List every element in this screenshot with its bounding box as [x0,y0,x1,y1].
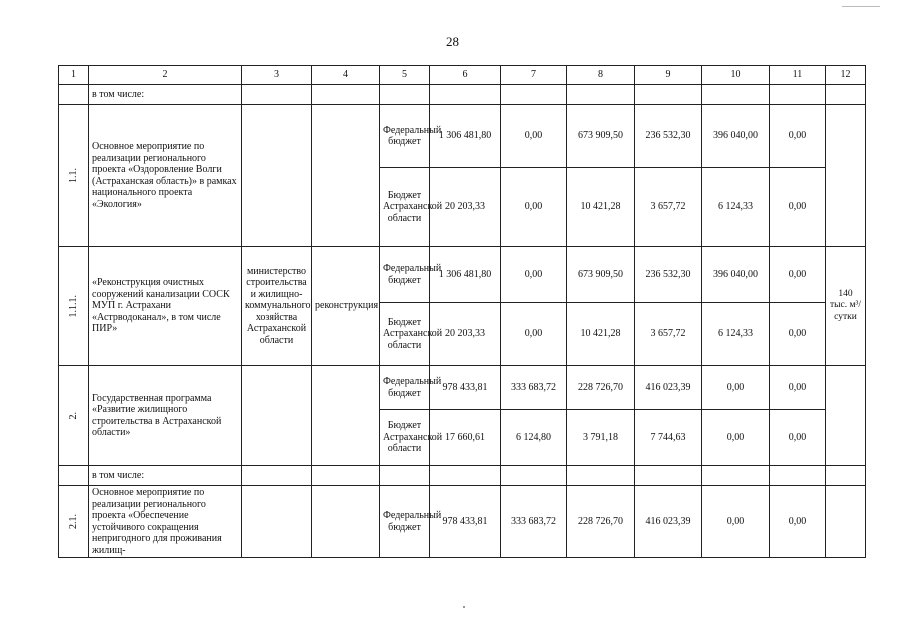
table-cell: 10 421,28 [567,303,635,366]
funding-source: Федеральный бюджет [380,247,430,303]
work-type: реконструкция [312,247,380,366]
col-header: 5 [380,66,430,85]
row-number: 1.1.1. [67,294,79,318]
table-cell: 0,00 [501,247,567,303]
table-cell: 0,00 [501,303,567,366]
funding-source: Бюджет Астраханской области [380,168,430,247]
col-header: 1 [59,66,89,85]
in-total-label: в том числе: [89,85,242,105]
capacity: 140 тыс. м³/сутки [826,247,866,366]
table-cell: 0,00 [702,366,770,410]
table-cell: 228 726,70 [567,366,635,410]
col-header: 8 [567,66,635,85]
row-description: Государственная программа «Развитие жилищного строительства в Астраханской области» [89,366,242,466]
table-row [59,85,866,105]
table-cell: 0,00 [770,168,826,247]
col-header: 6 [430,66,501,85]
column-number-row [59,66,866,85]
table-cell: 3 657,72 [635,303,702,366]
table-cell: 6 124,33 [702,168,770,247]
table-cell: 17 660,61 [430,410,501,466]
table-cell: 0,00 [702,410,770,466]
table-cell: 416 023,39 [635,366,702,410]
table-cell: 978 433,81 [430,486,501,558]
table-cell: 0,00 [770,410,826,466]
table-cell: 236 532,30 [635,105,702,168]
table-cell: 6 124,33 [702,303,770,366]
table-cell: 0,00 [770,303,826,366]
table-row [59,486,866,558]
row-number: 1.1. [67,168,79,183]
table-cell: 0,00 [770,486,826,558]
table-cell: 333 683,72 [501,366,567,410]
table-cell: 396 040,00 [702,105,770,168]
table-cell: 673 909,50 [567,247,635,303]
table-cell: 0,00 [501,168,567,247]
table-cell: 978 433,81 [430,366,501,410]
table-row [59,366,866,410]
table-cell: 333 683,72 [501,486,567,558]
table-cell: 0,00 [770,366,826,410]
table-cell: 20 203,33 [430,168,501,247]
top-edge-line [842,6,880,7]
table-cell: 0,00 [501,105,567,168]
table-cell: 10 421,28 [567,168,635,247]
budget-table [58,65,866,558]
row-number: 2. [67,411,79,420]
funding-source: Федеральный бюджет [380,105,430,168]
table-cell: 228 726,70 [567,486,635,558]
col-header: 4 [312,66,380,85]
table-cell: 0,00 [770,105,826,168]
executor: министерство строительства и жилищно-коммунального хозяйства Астраханской области [242,247,312,366]
table-cell: 236 532,30 [635,247,702,303]
table-cell: 3 791,18 [567,410,635,466]
table-cell: 396 040,00 [702,247,770,303]
col-header: 2 [89,66,242,85]
table-cell: 416 023,39 [635,486,702,558]
table-cell: 6 124,80 [501,410,567,466]
row-description: Основное мероприятие по реализации регионального проекта «Обеспечение устойчивого сокращения непригодного для проживания жилищ- [89,486,242,558]
funding-source: Федеральный бюджет [380,486,430,558]
table-cell: 3 657,72 [635,168,702,247]
row-number: 2.1. [67,514,79,529]
table-cell: 7 744,63 [635,410,702,466]
page-number: 28 [446,34,459,49]
col-header: 3 [242,66,312,85]
table-row [59,105,866,168]
funding-source: Бюджет Астраханской области [380,303,430,366]
col-header: 9 [635,66,702,85]
table-cell: 1 306 481,80 [430,247,501,303]
funding-source: Федеральный бюджет [380,366,430,410]
funding-source: Бюджет Астраханской области [380,410,430,466]
table-cell: 0,00 [770,247,826,303]
table-row [59,247,866,303]
table-cell: 20 203,33 [430,303,501,366]
table-row [59,466,866,486]
col-header: 11 [770,66,826,85]
table-cell: 1 306 481,80 [430,105,501,168]
col-header: 10 [702,66,770,85]
col-header: 7 [501,66,567,85]
scan-speck [463,606,465,608]
table-cell: 673 909,50 [567,105,635,168]
in-total-label: в том числе: [89,466,242,486]
row-description: Основное мероприятие по реализации регионального проекта «Оздоровление Волги (Астраханская область)» в рамках национального проекта «Экология» [89,105,242,247]
col-header: 12 [826,66,866,85]
table-cell: 0,00 [702,486,770,558]
row-description: «Реконструкция очистных сооружений канализации СОСК МУП г. Астрахани «Астрводоканал», в том числе ПИР» [89,247,242,366]
